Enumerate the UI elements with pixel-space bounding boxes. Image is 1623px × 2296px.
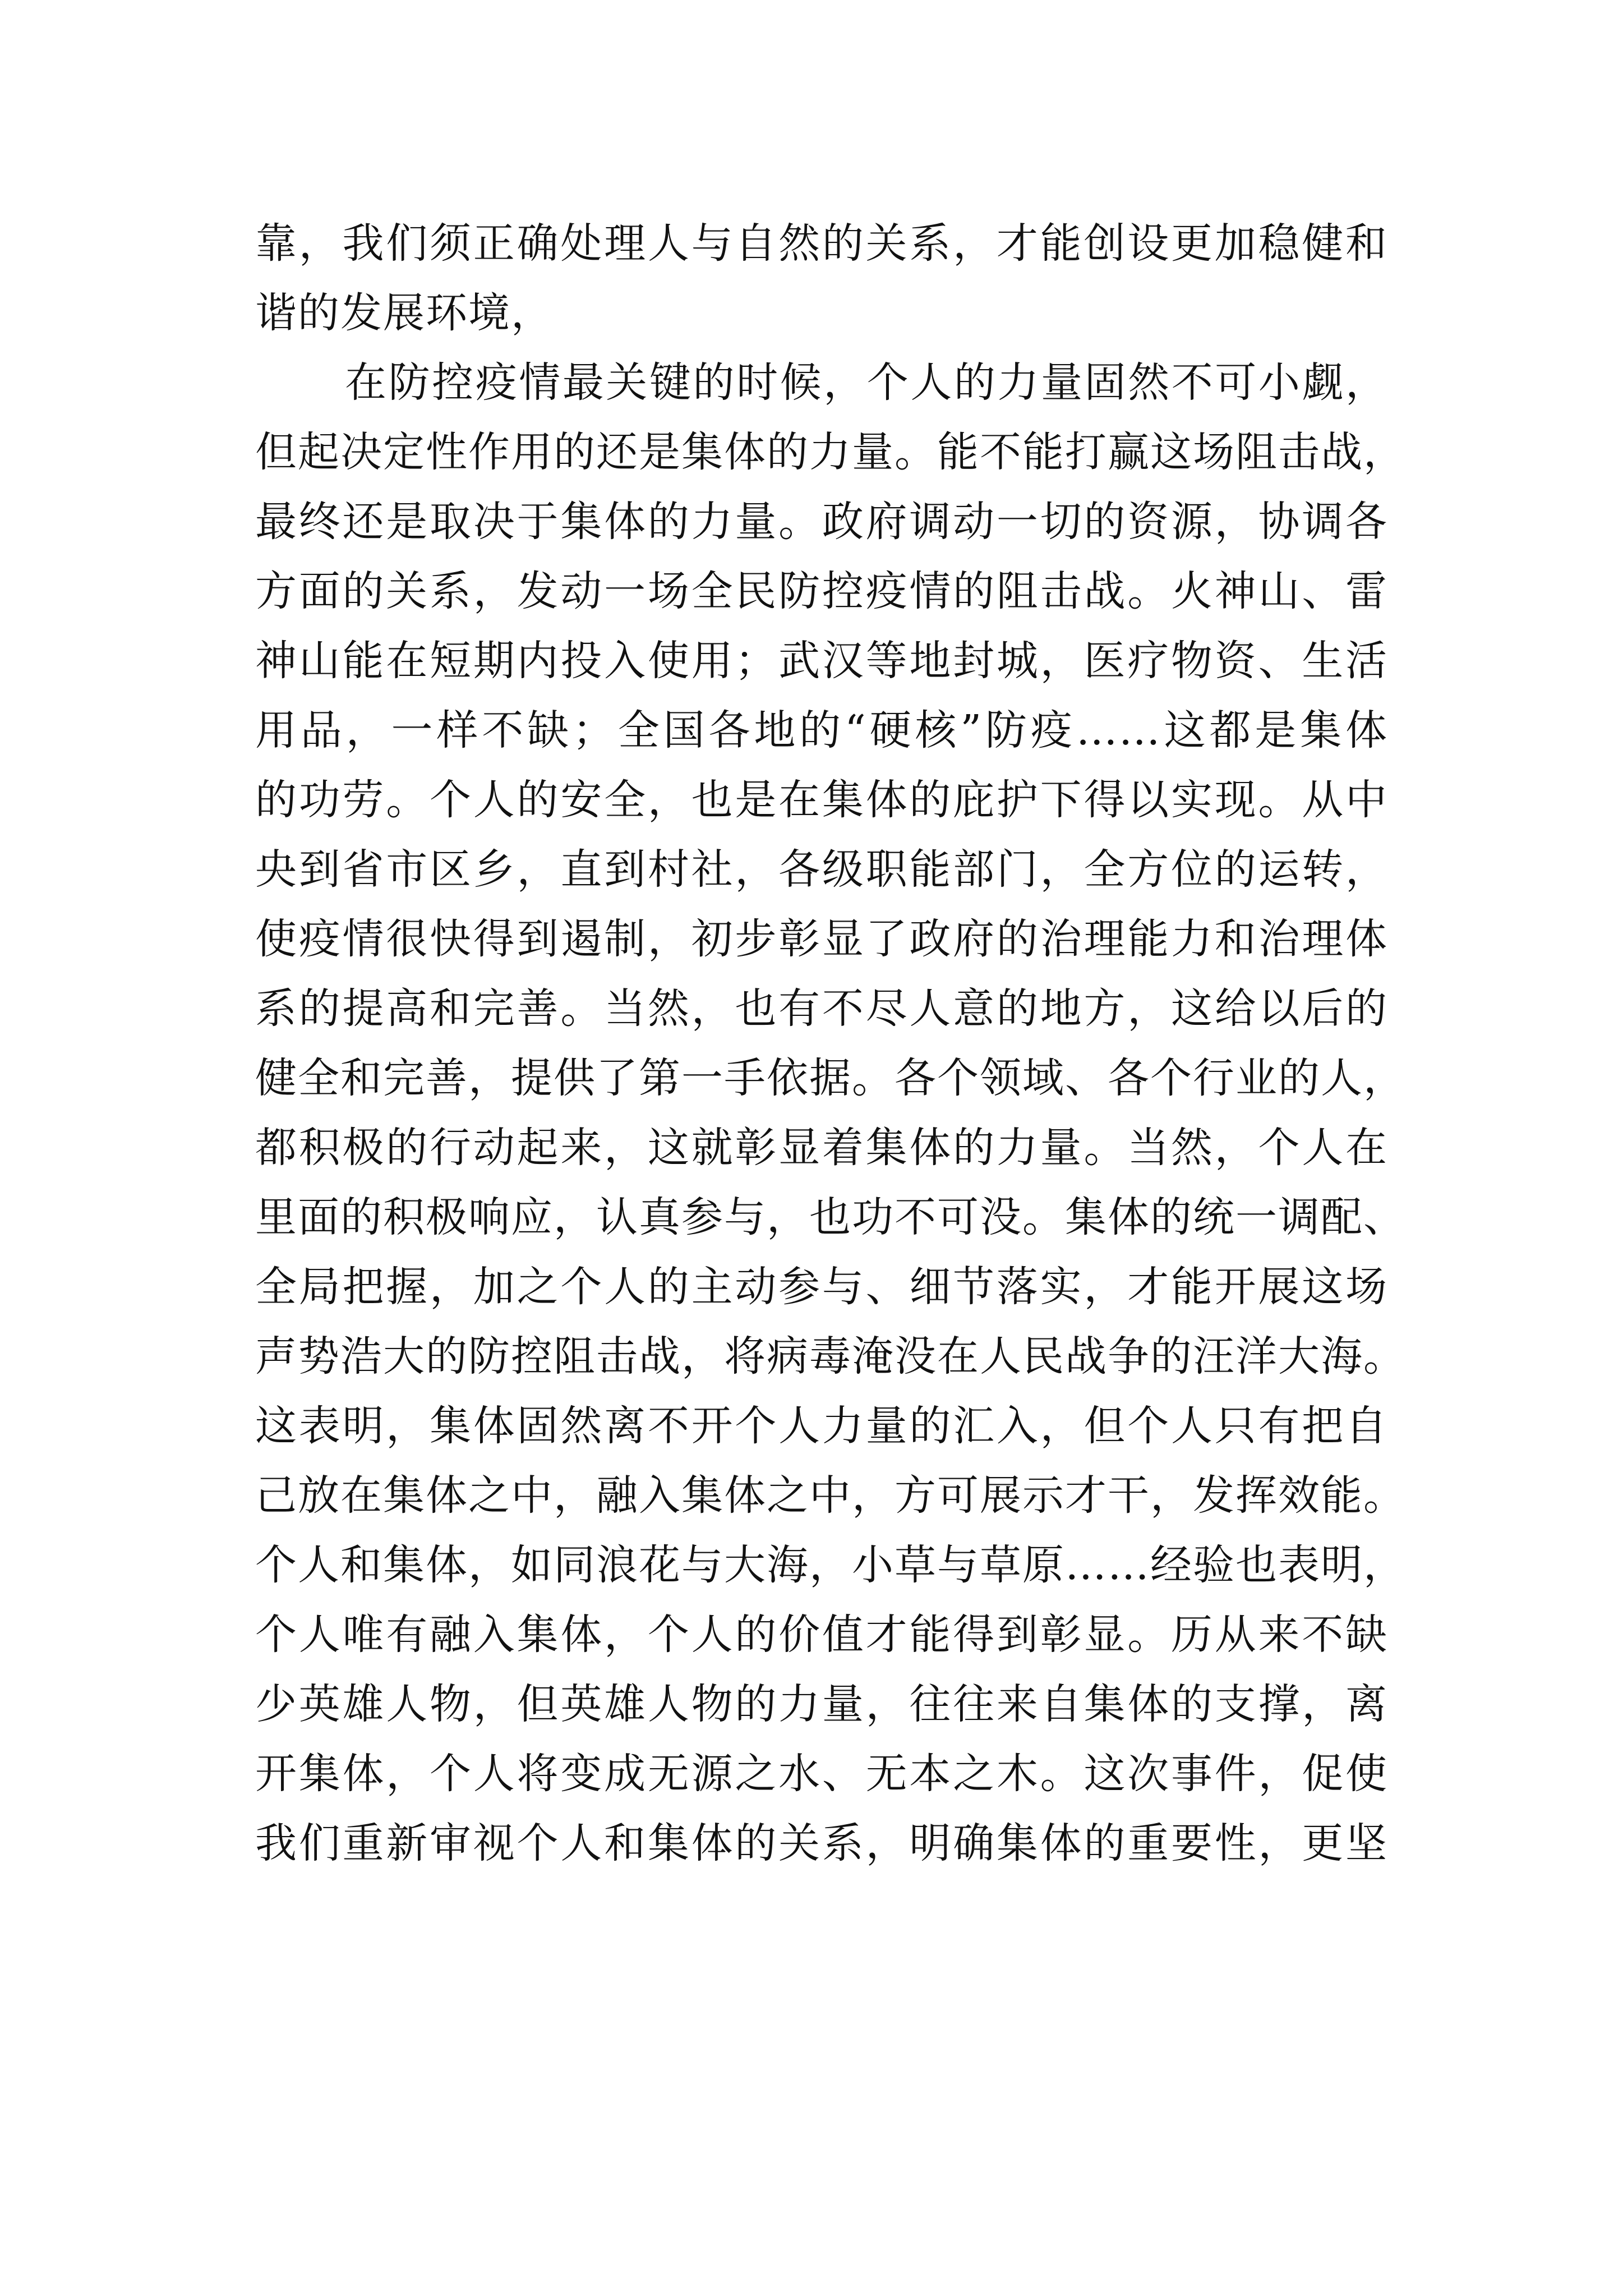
text-line: 央到省市区乡，直到村社，各级职能部门，全方位的运转， <box>255 845 1388 894</box>
body-text <box>255 209 1406 1878</box>
text-line: 系的提高和完善。当然，也有不尽人意的地方，这给以后的 <box>255 984 1388 1033</box>
text-line: 少英雄人物，但英雄人物的力量，往往来自集体的支撑，离 <box>255 1680 1388 1728</box>
text-line: 都积极的行动起来，这就彰显着集体的力量。当然，个人在 <box>255 1124 1388 1172</box>
text-line: 里面的积极响应，认真参与，也功不可没。集体的统一调配、 <box>255 1193 1406 1241</box>
text-line: 谐的发展环境， <box>255 289 554 337</box>
text-line: 的功劳。个人的安全，也是在集体的庇护下得以实现。从中 <box>255 776 1388 824</box>
text-line: 开集体，个人将变成无源之水、无本之木。这次事件，促使 <box>255 1750 1388 1798</box>
text-line: 这表明，集体固然离不开个人力量的汇入，但个人只有把自 <box>255 1402 1388 1450</box>
text-line: 使疫情很快得到遏制，初步彰显了政府的治理能力和治理体 <box>255 915 1388 963</box>
text-line: 靠，我们须正确处理人与自然的关系，才能创设更加稳健和 <box>255 219 1388 268</box>
text-line: 用品，一样不缺；全国各地的“硬核”防疫……这都是集体 <box>255 706 1388 754</box>
paragraph-first-line: 在防控疫情最关键的时候，个人的力量固然不可小觑， <box>345 358 1388 407</box>
text-line: 己放在集体之中，融入集体之中，方可展示才干，发挥效能。 <box>255 1471 1406 1520</box>
text-line: 健全和完善，提供了第一手依据。各个领域、各个行业的人， <box>255 1054 1406 1102</box>
text-line: 个人和集体，如同浪花与大海，小草与草原……经验也表明， <box>255 1541 1406 1589</box>
text-line: 但起决定性作用的还是集体的力量。能不能打赢这场阻击战， <box>255 428 1406 476</box>
text-line: 最终还是取决于集体的力量。政府调动一切的资源，协调各 <box>255 498 1388 546</box>
text-line: 我们重新审视个人和集体的关系，明确集体的重要性，更坚 <box>255 1819 1388 1867</box>
text-line: 全局把握，加之个人的主动参与、细节落实，才能开展这场 <box>255 1263 1388 1311</box>
text-line: 个人唯有融入集体，个人的价值才能得到彰显。历从来不缺 <box>255 1611 1388 1659</box>
text-line: 方面的关系，发动一场全民防控疫情的阻击战。火神山、雷 <box>255 567 1388 615</box>
text-line: 神山能在短期内投入使用；武汉等地封城，医疗物资、生活 <box>255 637 1388 685</box>
text-line: 声势浩大的防控阻击战，将病毒淹没在人民战争的汪洋大海。 <box>255 1332 1406 1381</box>
